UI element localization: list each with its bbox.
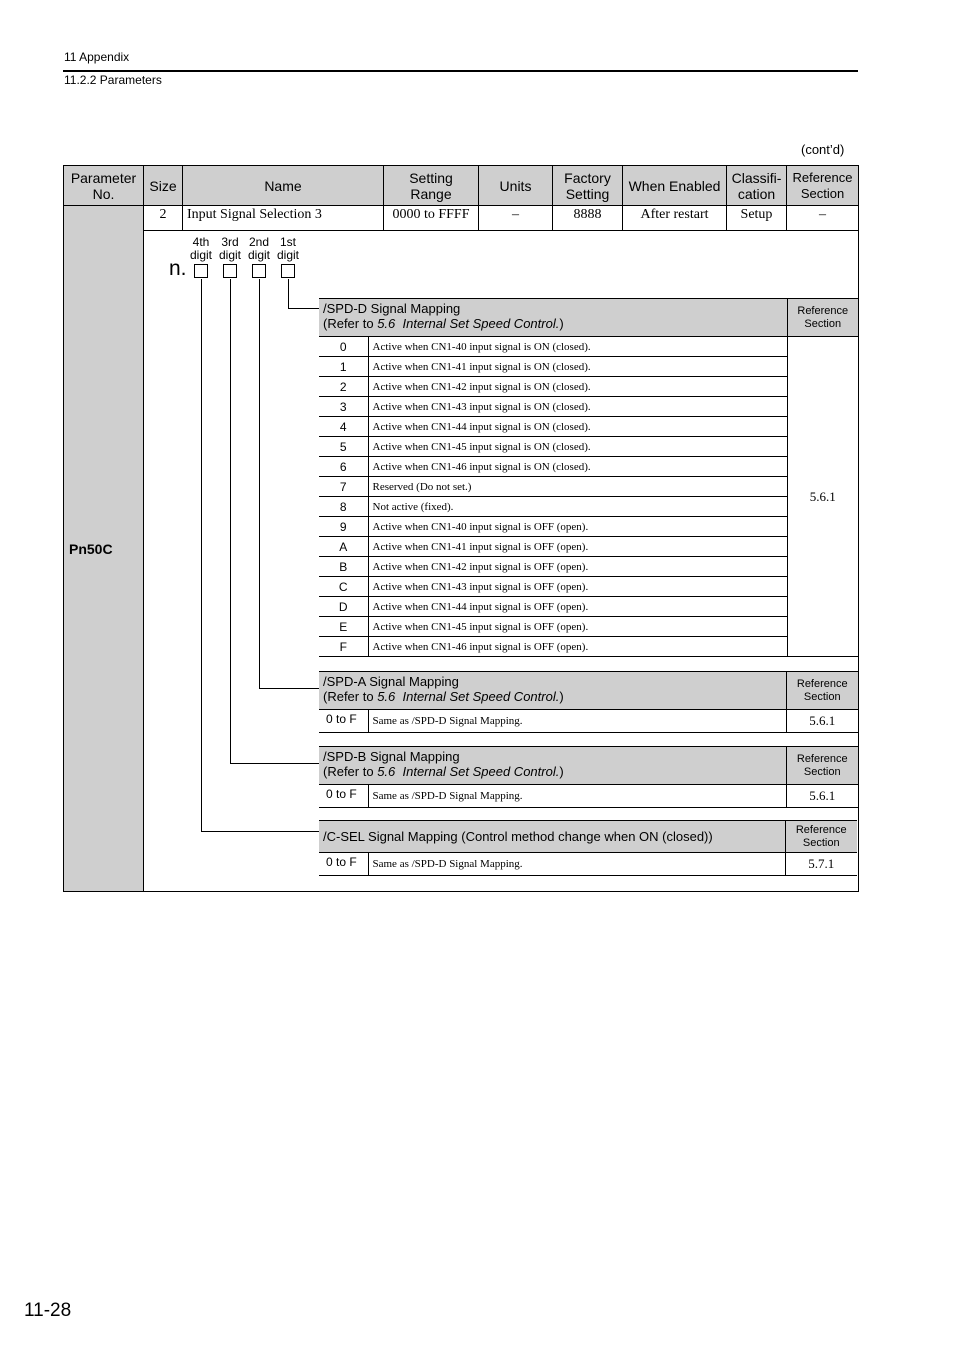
col-header-setting-range: Setting Range bbox=[384, 166, 479, 206]
table-row bbox=[319, 577, 858, 597]
code-cell: C bbox=[319, 577, 368, 597]
code-cell: 0 bbox=[319, 337, 368, 357]
digit-label-4th: 4th digit bbox=[189, 235, 212, 262]
reference-cell: – bbox=[787, 206, 859, 231]
table-row bbox=[319, 357, 858, 377]
page-number: 11-28 bbox=[24, 1300, 72, 1321]
c-sel-header-row bbox=[319, 821, 857, 853]
c-sel-table bbox=[319, 820, 857, 876]
code-cell: F bbox=[319, 637, 368, 657]
desc-cell: Active when CN1-42 input signal is OFF (open). bbox=[368, 557, 787, 577]
desc-cell: Active when CN1-42 input signal is ON (closed). bbox=[368, 377, 787, 397]
table-row bbox=[319, 853, 857, 876]
spd-d-title-cell: /SPD-D Signal Mapping (Refer to 5.6 Internal Set Speed Control.) bbox=[319, 299, 787, 337]
spd-a-header-row bbox=[319, 672, 858, 710]
digit-box-4th bbox=[194, 264, 208, 278]
spd-b-table bbox=[319, 746, 858, 808]
col-header-reference: Reference Section bbox=[787, 166, 859, 206]
table-row bbox=[319, 517, 858, 537]
digit-label-1st: 1st digit bbox=[276, 235, 299, 262]
desc-cell: Same as /SPD-D Signal Mapping. bbox=[368, 710, 786, 733]
desc-cell: Active when CN1-45 input signal is ON (closed). bbox=[368, 437, 787, 457]
spd-b-title-cell: /SPD-B Signal Mapping (Refer to 5.6 Internal Set Speed Control.) bbox=[319, 747, 786, 785]
table-row bbox=[319, 537, 858, 557]
desc-cell: Active when CN1-41 input signal is ON (closed). bbox=[368, 357, 787, 377]
spd-d-header-row bbox=[319, 299, 858, 337]
code-cell: 0 to F bbox=[319, 785, 368, 808]
spd-b-reference: 5.6.1 bbox=[786, 785, 858, 808]
table-row bbox=[319, 417, 858, 437]
desc-cell: Active when CN1-40 input signal is OFF (open). bbox=[368, 517, 787, 537]
table-row bbox=[319, 377, 858, 397]
desc-cell: Same as /SPD-D Signal Mapping. bbox=[368, 785, 786, 808]
col-header-classification: Classifi- cation bbox=[727, 166, 787, 206]
desc-cell: Active when CN1-44 input signal is OFF (open). bbox=[368, 597, 787, 617]
digit-box-2nd bbox=[252, 264, 266, 278]
col-header-factory-setting: Factory Setting bbox=[553, 166, 623, 206]
spd-d-ref-header: Reference Section bbox=[787, 299, 858, 337]
col-header-units: Units bbox=[479, 166, 553, 206]
digit-label-3rd: 3rd digit bbox=[218, 235, 241, 262]
section-header: 11.2.2 Parameters bbox=[64, 73, 162, 87]
code-cell: 9 bbox=[319, 517, 368, 537]
spd-a-title: /SPD-A Signal Mapping bbox=[323, 674, 459, 689]
table-row bbox=[319, 437, 858, 457]
units-cell: – bbox=[479, 206, 553, 231]
desc-cell: Active when CN1-41 input signal is OFF (open). bbox=[368, 537, 787, 557]
code-cell: 0 to F bbox=[319, 710, 368, 733]
spd-b-ref-header: Reference Section bbox=[786, 747, 858, 785]
spd-a-table bbox=[319, 671, 858, 733]
c-sel-title: /C-SEL Signal Mapping (Control method change when ON (closed)) bbox=[319, 821, 785, 853]
desc-cell: Reserved (Do not set.) bbox=[368, 477, 787, 497]
connector-1st-vertical bbox=[288, 279, 289, 309]
code-cell: 7 bbox=[319, 477, 368, 497]
c-sel-reference: 5.7.1 bbox=[785, 853, 857, 876]
digit-box-1st bbox=[281, 264, 295, 278]
code-cell: 4 bbox=[319, 417, 368, 437]
connector-1st-horizontal bbox=[288, 308, 319, 309]
when-enabled-cell: After restart bbox=[623, 206, 727, 231]
table-row bbox=[319, 497, 858, 517]
spd-a-title-cell: /SPD-A Signal Mapping (Refer to 5.6 Internal Set Speed Control.) bbox=[319, 672, 786, 710]
code-cell: 2 bbox=[319, 377, 368, 397]
connector-2nd-horizontal bbox=[259, 688, 319, 689]
table-row bbox=[319, 397, 858, 417]
c-sel-ref-header: Reference Section bbox=[785, 821, 857, 853]
table-row bbox=[319, 617, 858, 637]
table-row bbox=[64, 206, 859, 231]
connector-3rd-horizontal bbox=[230, 763, 319, 764]
code-cell: 3 bbox=[319, 397, 368, 417]
code-cell: E bbox=[319, 617, 368, 637]
table-row bbox=[319, 477, 858, 497]
connector-4th-vertical bbox=[201, 279, 202, 832]
desc-cell: Active when CN1-44 input signal is ON (closed). bbox=[368, 417, 787, 437]
classification-cell: Setup bbox=[727, 206, 787, 231]
spd-a-ref-header: Reference Section bbox=[786, 672, 858, 710]
factory-setting-cell: 8888 bbox=[553, 206, 623, 231]
code-cell: 0 to F bbox=[319, 853, 368, 876]
spd-b-title: /SPD-B Signal Mapping bbox=[323, 749, 460, 764]
desc-cell: Active when CN1-46 input signal is OFF (open). bbox=[368, 637, 787, 657]
table-row bbox=[319, 597, 858, 617]
digit-label-2nd: 2nd digit bbox=[247, 235, 270, 262]
desc-cell: Active when CN1-43 input signal is OFF (open). bbox=[368, 577, 787, 597]
size-cell: 2 bbox=[144, 206, 183, 231]
digit-box-3rd bbox=[223, 264, 237, 278]
code-cell: 8 bbox=[319, 497, 368, 517]
connector-2nd-vertical bbox=[259, 279, 260, 689]
chapter-header: 11 Appendix bbox=[64, 50, 130, 64]
connector-3rd-vertical bbox=[230, 279, 231, 764]
col-header-size: Size bbox=[144, 166, 183, 206]
code-cell: B bbox=[319, 557, 368, 577]
desc-cell: Active when CN1-43 input signal is ON (closed). bbox=[368, 397, 787, 417]
name-cell: Input Signal Selection 3 bbox=[183, 206, 384, 231]
spd-d-title: /SPD-D Signal Mapping bbox=[323, 301, 461, 316]
desc-cell: Same as /SPD-D Signal Mapping. bbox=[368, 853, 785, 876]
continued-label: (cont’d) bbox=[801, 142, 845, 157]
desc-cell: Active when CN1-45 input signal is OFF (open). bbox=[368, 617, 787, 637]
spd-d-table bbox=[319, 298, 858, 657]
table-row bbox=[319, 457, 858, 477]
code-cell: A bbox=[319, 537, 368, 557]
table-row bbox=[319, 710, 858, 733]
setting-range-cell: 0000 to FFFF bbox=[384, 206, 479, 231]
desc-cell: Active when CN1-40 input signal is ON (closed). bbox=[368, 337, 787, 357]
code-cell: 6 bbox=[319, 457, 368, 477]
connector-4th-horizontal bbox=[201, 831, 319, 832]
desc-cell: Not active (fixed). bbox=[368, 497, 787, 517]
table-row bbox=[319, 557, 858, 577]
header-rule bbox=[63, 70, 858, 72]
table-row bbox=[319, 785, 858, 808]
table-row bbox=[319, 337, 858, 357]
col-header-name: Name bbox=[183, 166, 384, 206]
desc-cell: Active when CN1-46 input signal is ON (closed). bbox=[368, 457, 787, 477]
table-header-row bbox=[64, 166, 859, 206]
table-row bbox=[319, 637, 858, 657]
spd-a-reference: 5.6.1 bbox=[786, 710, 858, 733]
col-header-parameter-no: Parameter No. bbox=[64, 166, 144, 206]
digit-prefix: n. bbox=[169, 257, 187, 280]
spd-b-header-row bbox=[319, 747, 858, 785]
code-cell: 1 bbox=[319, 357, 368, 377]
code-cell: 5 bbox=[319, 437, 368, 457]
param-no-cell: Pn50C bbox=[64, 206, 144, 892]
spd-d-reference: 5.6.1 bbox=[787, 337, 858, 657]
col-header-when-enabled: When Enabled bbox=[623, 166, 727, 206]
code-cell: D bbox=[319, 597, 368, 617]
